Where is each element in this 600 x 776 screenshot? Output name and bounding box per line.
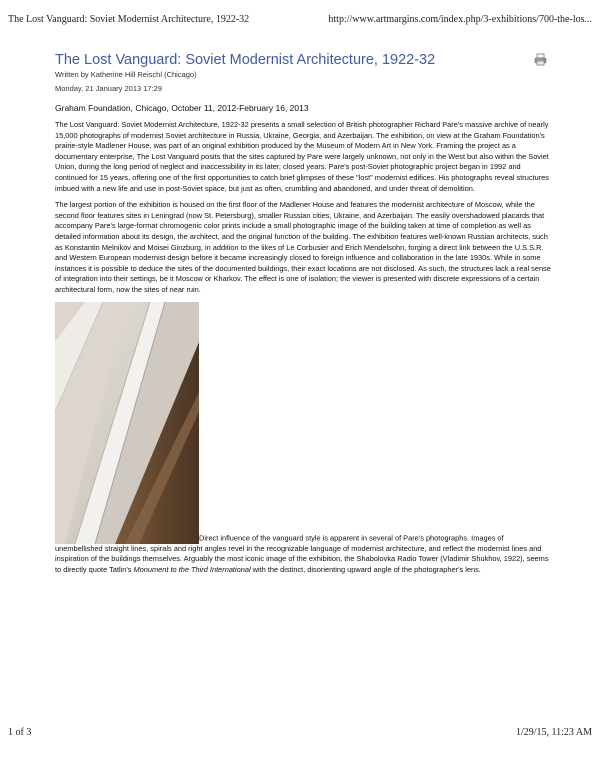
article (55, 51, 551, 575)
print-header-url[interactable]: http://www.artmargins.com/index.php/3-exhibitions/700-the-los... (328, 14, 592, 25)
paragraph-3-start: Direct influence of the vanguard style is apparent in several of Pare's photographs. Images of unembellished straight lines, spirals and right angles revel in the recognizable language of modernist architecture, and reflect the modernist lines and inspiration of the buildings themselves. Arguably the most iconic image of the exhibition, the Shabolovka Radio Tower (Vladimir Shukhov, 1922), seems to directly quote Tatlin's (55, 532, 549, 574)
paragraph-3-end: with the distinct, disorienting upward angle of the photographer's lens. (250, 564, 481, 574)
architecture-photo (55, 302, 199, 544)
paragraph-3-italic: Monument to the Third International (133, 564, 251, 574)
article-title[interactable]: The Lost Vanguard: Soviet Modernist Architecture, 1922-32 (55, 52, 436, 68)
title-row (55, 51, 551, 69)
print-timestamp: 1/29/15, 11:23 AM (515, 727, 592, 738)
article-venue: Graham Foundation, Chicago, October 11, 2012-February 16, 2013 (55, 103, 309, 113)
print-header-title: The Lost Vanguard: Soviet Modernist Architecture, 1922-32 (8, 14, 250, 25)
page-number: 1 of 3 (8, 727, 32, 738)
figure-paragraph (55, 302, 551, 576)
printer-icon[interactable] (534, 53, 547, 66)
print-footer (8, 727, 592, 738)
print-header (8, 14, 592, 25)
paragraph-1: The Lost Vanguard: Soviet Modernist Architecture, 1922-32 presents a small selection of British photographer Richard Pare's massive archive of nearly 15,000 photographs of modernist Soviet architecture in Russia, Ukraine, Georgia, and Azerbaijan. The exhibition, on view at the Graham Foundation's prairie-style Madlener House, was part of an original exhibition produced by the Museum of Modern Art in New York. Framing the project as a documentary enterprise, The Lost Vanguard posits that the sites captured by Pare were largely unknown, not only in the West but also within the Soviet Union, during the long period of neglect and inaccessibility in its later, closed years. Pare's post-Soviet photographic project began in 1992 and continued for 15 years, offering one of the first opportunities to catch brief glimpses of these "lost" modernist edifices. His photographs reveal structures imbued with a new life and use in post-Soviet space, but just as often, crumbling and abandoned, and under threat of demolition. (55, 120, 549, 193)
paragraph-2: The largest portion of the exhibition is housed on the first floor of the Madlener House and features the modernist architecture of Moscow, while the second floor features sites in Leningrad (now St. Petersburg), smaller Russian cities, Ukraine, and Azerbaijan. The easily overshadowed placards that accompany Pare's large-format chromogenic color prints include a small photographic image of the building taken at time of completion as well as detailed information about its design, the architect, and the original function of the building. The exhibition features well-known Russian architects, such as Konstantin Melnikov and Moisei Ginzburg, in addition to the likes of Le Corbusier and Erich Mendelsohn, forging a direct link between the U.S.S.R. and Western European modernist design before it became increasingly closed to foreign influence and collaboration in the late 1930s. While in some instances it is possible to deduce the sites of the documented buildings, their exact locations are not disclosed. As such, the structures lack a real sense of integration into their settings, be it Moscow or Kharkov. The effect is one of isolation; the viewer is presented with discrete expressions of a certain architectural form, now the sites of near ruin. (55, 200, 551, 294)
article-author: Written by Katherine Hill Reischl (Chicago) (55, 70, 197, 79)
article-date: Monday, 21 January 2013 17:29 (55, 84, 163, 93)
